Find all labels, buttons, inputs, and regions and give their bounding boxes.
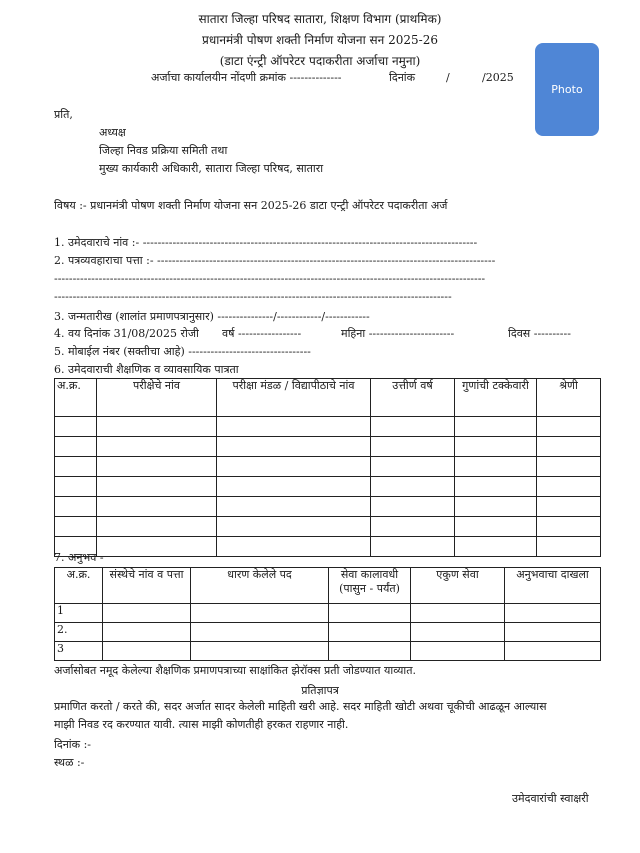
table-row [55, 437, 601, 457]
registration-number-label: अर्जाचा कार्यालयीन नोंदणी क्रमांक -------------- [151, 71, 342, 84]
exp-row-number: 2. [55, 623, 103, 642]
experience-table [54, 567, 601, 661]
exp-row-number: 1 [55, 604, 103, 623]
table-row [55, 497, 601, 517]
age-days-field: दिवस ---------- [508, 327, 571, 340]
declaration-line-1: प्रमाणित करतो / करते की, सदर अर्जात सादर केलेली माहिती खरी आहे. सदर माहिती खोटी अथवा चूकीची आढळून आल्यास [54, 700, 547, 713]
table-row [55, 604, 601, 623]
table-row [55, 517, 601, 537]
qual-header-board: परीक्षा मंडळ / विद्यापीठाचे नांव [217, 379, 371, 417]
candidate-name-field: 1. उमेदवाराचे नांव :- ------------------------------------------------------------------------------------------ [54, 236, 478, 249]
exp-row-number: 3 [55, 642, 103, 661]
year-field: /2025 [482, 71, 514, 84]
date-label: दिनांक [389, 71, 416, 84]
table-row [55, 417, 601, 437]
postal-address-field: 2. पत्रव्यवहाराचा पत्ता :- ------------------------------------------------------------------------------------------- [54, 254, 496, 267]
qual-header-sr: अ.क्र. [55, 379, 97, 417]
experience-table-header [55, 568, 601, 604]
footer-date-label: दिनांक :- [54, 738, 92, 751]
subject-line: विषय :- प्रधानमंत्री पोषण शक्ती निर्माण योजना सन 2025-26 डाटा एन्ट्री ऑपरेटर पदाकरीता अर्ज [54, 199, 448, 212]
declaration-title: प्रतिज्ञापत्र [301, 684, 339, 697]
date-of-birth-field: 3. जन्मतारीख (शालांत प्रमाणपत्रानुसार) ---------------/------------/------------ [54, 310, 370, 323]
exp-header-period: सेवा कालावधी (पासुन - पर्यंत) [329, 568, 411, 604]
age-months-field: महिना ----------------------- [341, 327, 455, 340]
postal-address-continuation-2: ----------------------------------------------------------------------------------------------------------- [54, 290, 452, 303]
table-row [55, 457, 601, 477]
qualification-table-header [55, 379, 601, 417]
address-line-3: मुख्य कार्यकारी अधिकारी, सातारा जिल्हा परिषद, सातारा [99, 162, 324, 175]
age-prefix: 4. वय दिनांक 31/08/2025 रोजी [54, 327, 199, 340]
candidate-signature-label: उमेदवारांची स्वाक्षरी [512, 792, 589, 805]
header-line-3: (डाटा एंन्ट्री ऑपरेटर पदाकरीता अर्जाचा नमुना) [219, 54, 421, 68]
photo-label: Photo [551, 82, 583, 96]
exp-header-institution: संस्थेचे नांव व पत्ता [103, 568, 191, 604]
qual-header-year: उत्तीर्ण वर्ष [371, 379, 455, 417]
table-row [55, 623, 601, 642]
postal-address-continuation-1: -------------------------------------------------------------------------------------------------------------------- [54, 272, 486, 285]
table-row [55, 642, 601, 661]
exp-header-sr: अ.क्र. [55, 568, 103, 604]
declaration-line-2: माझी निवड रद करण्यात यावी. त्यास माझी कोणतीही हरकत राहणार नाही. [54, 718, 349, 731]
age-years-field: वर्ष ----------------- [222, 327, 302, 340]
qual-header-grade: श्रेणी [537, 379, 601, 417]
qualification-heading: 6. उमेदवाराची शैक्षणिक व व्यावसायिक पात्रता [54, 363, 239, 376]
table-row [55, 477, 601, 497]
photo-placeholder [535, 43, 599, 136]
exp-header-total-service: एकुण सेवा [411, 568, 505, 604]
date-separator: / [446, 71, 450, 84]
qualification-table [54, 378, 601, 557]
address-line-1: अध्यक्ष [99, 126, 126, 139]
footer-place-label: स्थळ :- [54, 756, 85, 769]
table-row [55, 537, 601, 557]
qual-header-percentage: गुणांची टक्केवारी [455, 379, 537, 417]
address-line-2: जिल्हा निवड प्रक्रिया समिती तथा [99, 144, 228, 157]
header-line-2: प्रधानमंत्री पोषण शक्ती निर्माण योजना सन 2025-26 [202, 33, 438, 47]
exp-header-certificate: अनुभवाचा दाखला [505, 568, 601, 604]
qual-header-exam: परीक्षेचे नांव [97, 379, 217, 417]
mobile-number-field: 5. मोबाईल नंबर (सक्तीचा आहे) --------------------------------- [54, 345, 311, 358]
prati-label: प्रति, [54, 108, 73, 121]
experience-heading: 7. अनुभव - [54, 551, 104, 564]
header-line-1: सातारा जिल्हा परिषद सातारा, शिक्षण विभाग (प्राथमिक) [198, 12, 442, 26]
exp-header-post: धारण केलेले पद [191, 568, 329, 604]
attachment-note: अर्जासोबत नमूद केलेल्या शैक्षणिक प्रमाणपत्राच्या साक्षांकित झेरॉक्स प्रती जोडण्यात याव्यात. [54, 664, 417, 677]
